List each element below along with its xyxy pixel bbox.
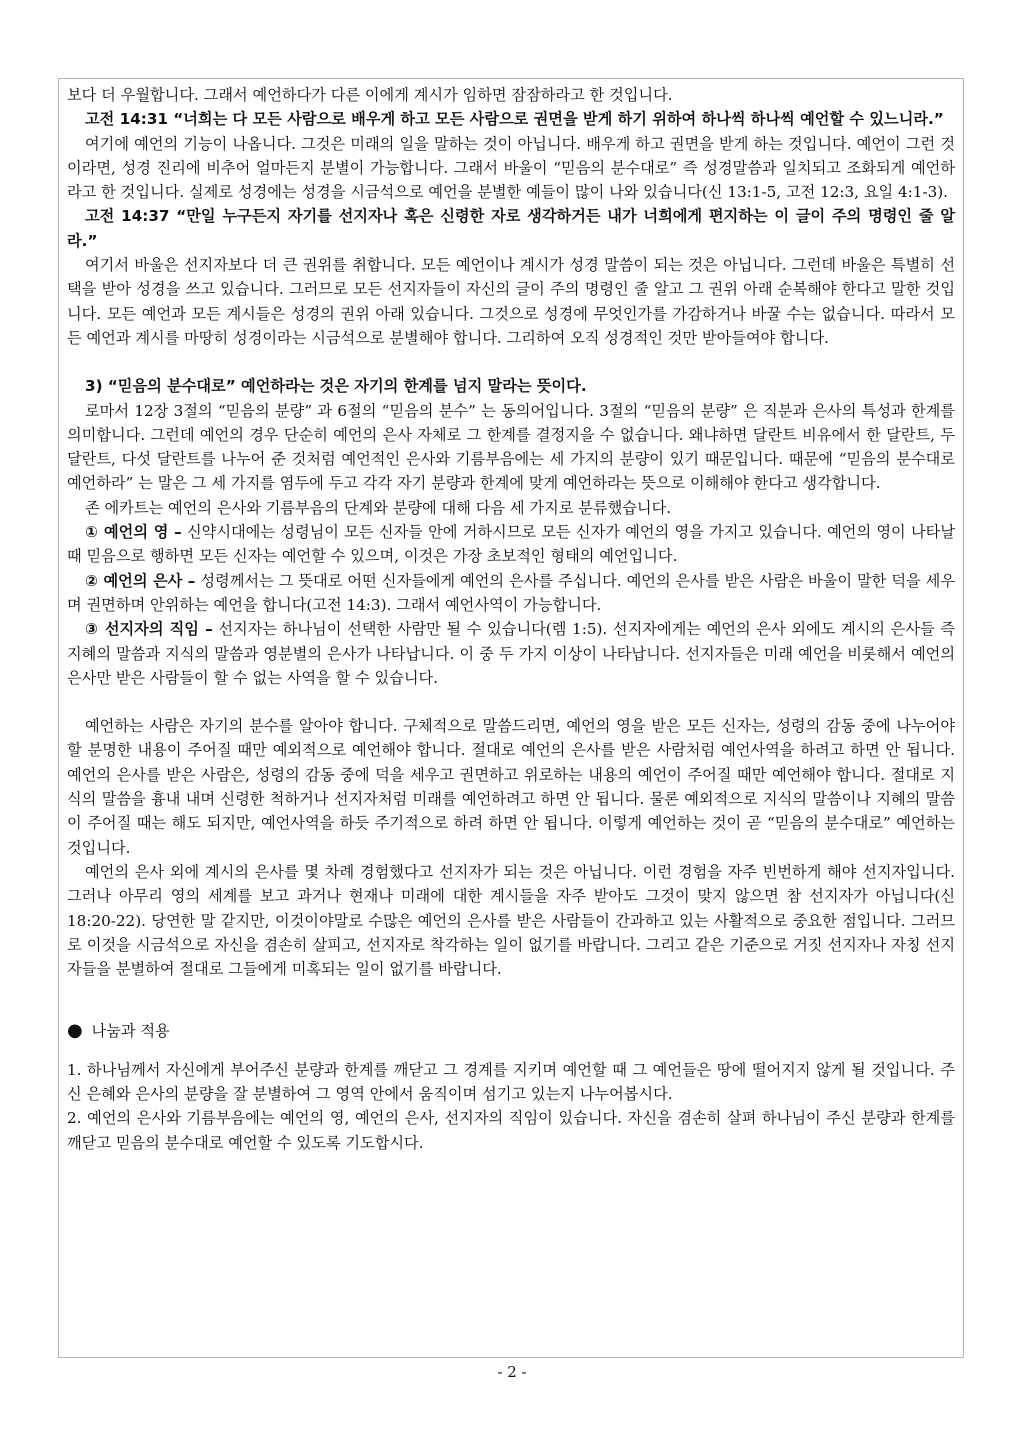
question-item: 1. 하나님께서 자신에게 부어주신 분량과 한계를 깨닫고 그 경계를 지키며 예언할 때 그 예언들은 땅에 떨어지지 않게 될 것입니다. 주신 은혜와 은사의 분량을 잘 분별하여 그 영역 안에서 움직이며 섬기고 있는지 나누어봅시다. bbox=[67, 1060, 955, 1103]
paragraph: 존 에카트는 예언의 은사와 기름부음의 단계와 분량에 대해 다음 세 가지로 분류했습니다. bbox=[85, 498, 672, 517]
list-item-head: ① 예언의 영 – bbox=[85, 523, 182, 542]
scripture-quote: 고전 14:37 “만일 누구든지 자기를 선지자나 혹은 신령한 자로 생각하거든 내가 너희에게 편지하는 이 글이 주의 명령인 줄 알라.” bbox=[67, 207, 955, 250]
section-heading: 3) “믿음의 분수대로” 예언하라는 것은 자기의 한계를 넘지 말라는 뜻이다. bbox=[85, 377, 587, 396]
list-item bbox=[67, 617, 955, 690]
list-item-body: 성령께서는 그 뜻대로 어떤 신자들에게 예언의 은사를 주십니다. 예언의 은사를 받은 사람은 바울이 말한 덕을 세우며 권면하며 안위하는 예언을 합니다(고전 14:3). 그래서 예언사역이 가능합니다. bbox=[67, 571, 956, 614]
paragraph: 여기서 바울은 선지자보다 더 큰 권위를 취합니다. 모든 예언이나 계시가 성경 말씀이 되는 것은 아닙니다. 그런데 바울은 특별히 선택을 받아 성경을 쓰고 있습니다. 그러므로 모든 선지자들이 자신의 글이 주의 명령인 줄 알고 그 권위 아래 순복해야 한다고 말한 것입니다. 모든 예언과 모든 계시들은 성경의 권위 아래 있습니다. 그것으로 성경에 무엇인가를 가감하거나 바꿀 수는 없습니다. 따라서 모든 예언과 계시를 마땅히 성경이라는 시금석으로 분별해야 합니다. 그리하여 오직 성경적인 것만 받아들여야 합니다. bbox=[67, 256, 955, 347]
bullet-icon: ● bbox=[67, 1020, 83, 1042]
list-item-head: ③ 선지자의 직임 – bbox=[85, 620, 213, 639]
list-item-body: 신약시대에는 성령님이 모든 신자들 안에 거하시므로 모든 신자가 예언의 영을 가지고 있습니다. 예언의 영이 나타날 때 믿음으로 행하면 모든 신자는 예언할 수 있으며, 이것은 가장 초보적인 형태의 예언입니다. bbox=[67, 523, 955, 566]
list-item-body: 선지자는 하나님이 선택한 사람만 될 수 있습니다(렘 1:5). 선지자에게는 예언의 은사 외에도 계시의 은사들 즉 지혜의 말씀과 지식의 말씀과 영분별의 은사가 나타납니다. 이 중 두 가지 이상이 나타납니다. 선지자들은 미래 예언을 비롯해서 예언의 은사만 받은 사람들이 할 수 없는 사역을 할 수 있습니다. bbox=[67, 620, 955, 687]
list-item bbox=[67, 569, 955, 618]
paragraph: 보다 더 우월합니다. 그래서 예언하다가 다른 이에게 계시가 임하면 잠잠하라고 한 것입니다. bbox=[67, 86, 673, 104]
scripture-quote: 고전 14:31 “너희는 다 모든 사람으로 배우게 하고 모든 사람으로 권면을 받게 하기 위하여 하나씩 하나씩 예언할 수 있느니라.” bbox=[85, 110, 944, 129]
section-bullet bbox=[67, 1019, 955, 1043]
paragraph: 예언하는 사람은 자기의 분수를 알아야 합니다. 구체적으로 말씀드리면, 예언의 영을 받은 모든 신자는, 성령의 감동 중에 나누어야 할 분명한 내용이 주어질 때만 예외적으로 예언해야 합니다. 절대로 예언의 은사를 받은 사람처럼 예언사역을 하려고 하면 안 됩니다. 예언의 은사를 받은 사람은, 성령의 감동 중에 덕을 세우고 권면하고 위로하는 내용의 예언이 주어질 때만 예언해야 합니다. 절대로 지식의 말씀을 흉내 내며 신령한 척하거나 선지자처럼 미래를 예언하려고 하면 안 됩니다. 물론 예외적으로 지식의 말씀이나 지혜의 말씀이 주어질 때는 해도 되지만, 예언사역을 하듯 주기적으로 하려 하면 안 됩니다. 이렇게 예언하는 것이 곧 “믿음의 분수대로” 예언하는 것입니다. bbox=[67, 717, 955, 857]
paragraph: 로마서 12장 3절의 “믿음의 분량” 과 6절의 “믿음의 분수” 는 동의어입니다. 3절의 “믿음의 분량” 은 직분과 은사의 특성과 한계를 의미합니다. 그런데 예언의 경우 단순히 예언의 은사 자체로 그 한계를 결정지을 수 없습니다. 왜냐하면 달란트 비유에서 한 달란트, 두 달란트, 다섯 달란트를 나누어 준 것처럼 예언적인 은사와 기름부음에는 세 가지의 분량이 있기 때문입니다. 때문에 “믿음의 분수대로 예언하라” 는 말은 그 세 가지를 염두에 두고 각각 자기 분량과 한계에 맞게 예언하라는 뜻으로 이해해야 한다고 생각합니다. bbox=[67, 401, 955, 493]
page-number: - 2 - bbox=[497, 1363, 527, 1381]
question-item: 2. 예언의 은사와 기름부음에는 예언의 영, 예언의 은사, 선지자의 직임이 있습니다. 자신을 겸손히 살펴 하나님이 주신 분량과 한계를 깨닫고 믿음의 분수대로 예언할 수 있도록 기도합시다. bbox=[67, 1109, 955, 1152]
paragraph: 여기에 예언의 기능이 나옵니다. 그것은 미래의 일을 말하는 것이 아닙니다. 배우게 하고 권면을 받게 하는 것입니다. 예언이 그런 것이라면, 성경 진리에 비추어 얼마든지 분별이 가능합니다. 그래서 바울이 “믿음의 분수대로” 즉 성경말씀과 일치되고 조화되게 예언하라고 한 것입니다. 실제로 성경에는 성경을 시금석으로 예언을 분별한 예들이 많이 나와 있습니다(신 13:1-5, 고전 12:3, 요일 4:1-3). bbox=[67, 134, 955, 202]
paragraph: 예언의 은사 외에 계시의 은사를 몇 차례 경험했다고 선지자가 되는 것은 아닙니다. 이런 경험을 자주 빈번하게 해야 선지자입니다. 그러나 아무리 영의 세계를 보고 과거나 현재나 미래에 대한 계시들을 자주 받아도 그것이 맞지 않으면 참 선지자가 아닙니다(신 18:20-22). 당연한 말 같지만, 이것이야말로 수많은 예언의 은사를 받은 사람들이 간과하고 있는 사활적으로 중요한 점입니다. 그러므로 이것을 시금석으로 자신을 겸손히 살피고, 선지자로 착각하는 일이 없기를 바랍니다. 그리고 같은 기준으로 거짓 선지자나 자칭 선지자들을 분별하여 절대로 그들에게 미혹되는 일이 없기를 바랍니다. bbox=[67, 862, 955, 979]
list-item-head: ② 예언의 은사 – bbox=[85, 571, 196, 590]
list-item bbox=[67, 520, 955, 569]
bullet-title: 나눔과 적용 bbox=[91, 1022, 170, 1041]
document-body bbox=[67, 83, 955, 1155]
